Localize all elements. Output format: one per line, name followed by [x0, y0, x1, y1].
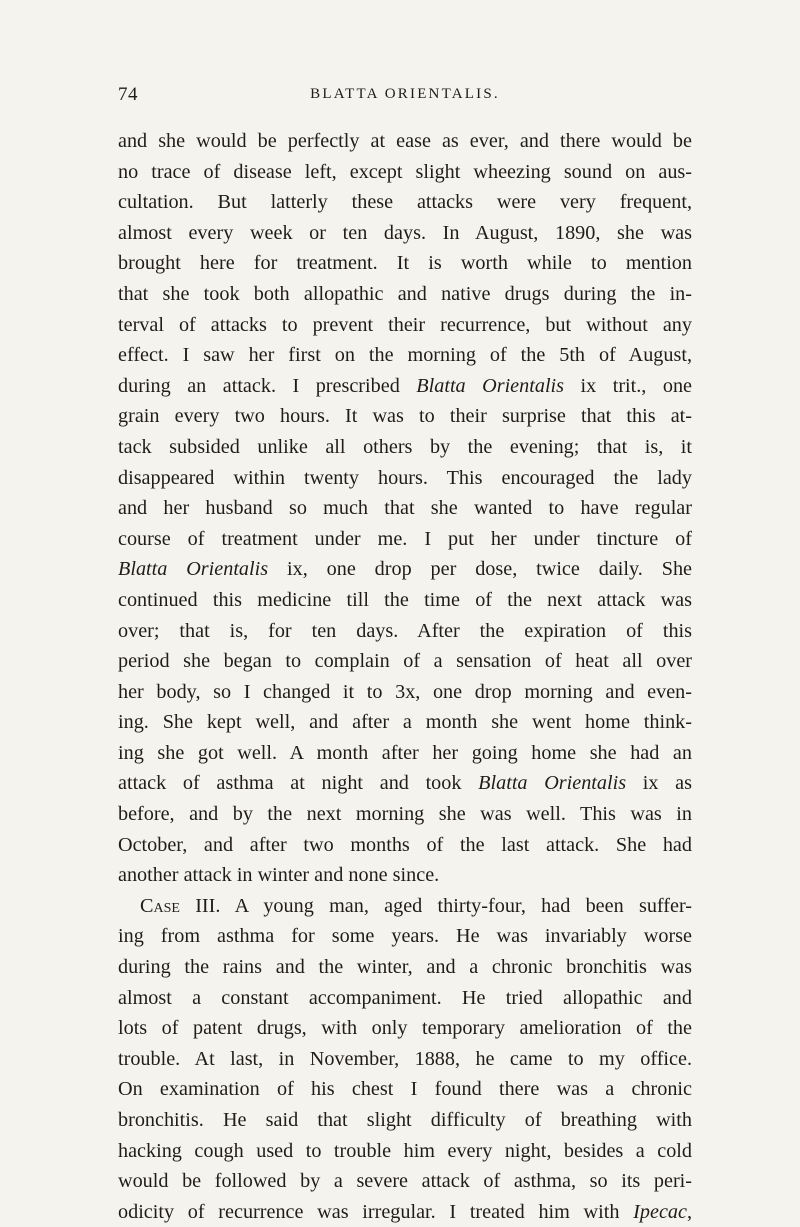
italic-term: Blatta Orientalis — [118, 558, 269, 581]
body-text — [118, 126, 692, 1227]
italic-term: Blatta Orientalis — [478, 772, 627, 795]
text-line-1: and she would be perfectly at ease as ever, and there would be — [118, 130, 692, 152]
italic-term: Blatta Orientalis — [416, 374, 565, 397]
text-line-6: that she took both allopathic and native drugs during the in- — [118, 282, 692, 305]
text-line-14: course of treatment under me. I put her under tincture of — [118, 527, 692, 550]
text-line-15: Blatta Orientalis ix, one drop per dose, twice daily. She — [118, 558, 693, 581]
italic-term: Ipecac — [633, 1200, 687, 1223]
text-line-7: terval of attacks to prevent their recurrence, but without any — [118, 313, 692, 336]
text-line-12: disappeared within twenty hours. This encouraged the lady — [118, 466, 692, 489]
text-line-10: grain every two hours. It was to their surprise that this at- — [118, 405, 692, 428]
case-label: Case — [140, 894, 180, 917]
text-line-4: almost every week or ten days. In August, 1890, she was — [118, 221, 692, 244]
text-line-36: odicity of recurrence was irregular. I treated him with Ipecac, — [118, 1200, 693, 1223]
text-line-25: another attack in winter and none since. — [118, 864, 440, 887]
text-line-3: cultation. But latterly these attacks were very frequent, — [118, 191, 692, 214]
text-line-13: and her husband so much that she wanted to have regular — [118, 497, 692, 520]
text-line-30: lots of patent drugs, with only temporary amelioration of the — [118, 1017, 692, 1040]
text-line-16: continued this medicine till the time of the next attack was — [118, 588, 692, 611]
text-line-27: ing from asthma for some years. He was invariably worse — [118, 925, 692, 948]
text-line-2: no trace of disease left, except slight wheezing sound on aus- — [118, 160, 692, 183]
text-line-32: On examination of his chest I found there was a chronic — [118, 1078, 692, 1101]
text-line-31: trouble. At last, in November, 1888, he came to my office. — [118, 1047, 692, 1070]
text-line-20: ing. She kept well, and after a month she went home think- — [118, 711, 692, 734]
text-line-21: ing she got well. A month after her going home she had an — [118, 741, 692, 764]
text-line-26: Case III. A young man, aged thirty-four, had been suffer- — [140, 894, 692, 917]
text-line-33: bronchitis. He said that slight difficulty of breathing with — [118, 1109, 692, 1131]
text-line-35: would be followed by a severe attack of asthma, so its peri- — [118, 1170, 692, 1193]
text-line-8: effect. I saw her first on the morning of the 5th of August, — [118, 344, 692, 367]
text-line-19: her body, so I changed it to 3x, one drop morning and even- — [118, 680, 692, 703]
text-line-29: almost a constant accompaniment. He tried allopathic and — [118, 986, 692, 1009]
text-line-9: during an attack. I prescribed Blatta Orientalis ix trit., one — [118, 374, 693, 397]
running-head — [118, 84, 692, 108]
text-line-11: tack subsided unlike all others by the evening; that is, it — [118, 435, 692, 458]
text-line-18: period she began to complain of a sensation of heat all over — [118, 650, 692, 673]
page-number: 74 — [118, 84, 138, 105]
text-line-5: brought here for treatment. It is worth while to mention — [118, 252, 692, 275]
text-line-28: during the rains and the winter, and a chronic bronchitis was — [118, 956, 692, 979]
text-line-22: attack of asthma at night and took Blatta Orientalis ix as — [118, 772, 693, 795]
running-head-title: BLATTA ORIENTALIS. — [310, 86, 500, 102]
text-line-24: October, and after two months of the last attack. She had — [118, 833, 692, 856]
text-line-34: hacking cough used to trouble him every night, besides a cold — [118, 1139, 692, 1162]
text-line-17: over; that is, for ten days. After the expiration of this — [118, 619, 692, 642]
text-line-23: before, and by the next morning she was well. This was in — [118, 803, 692, 826]
